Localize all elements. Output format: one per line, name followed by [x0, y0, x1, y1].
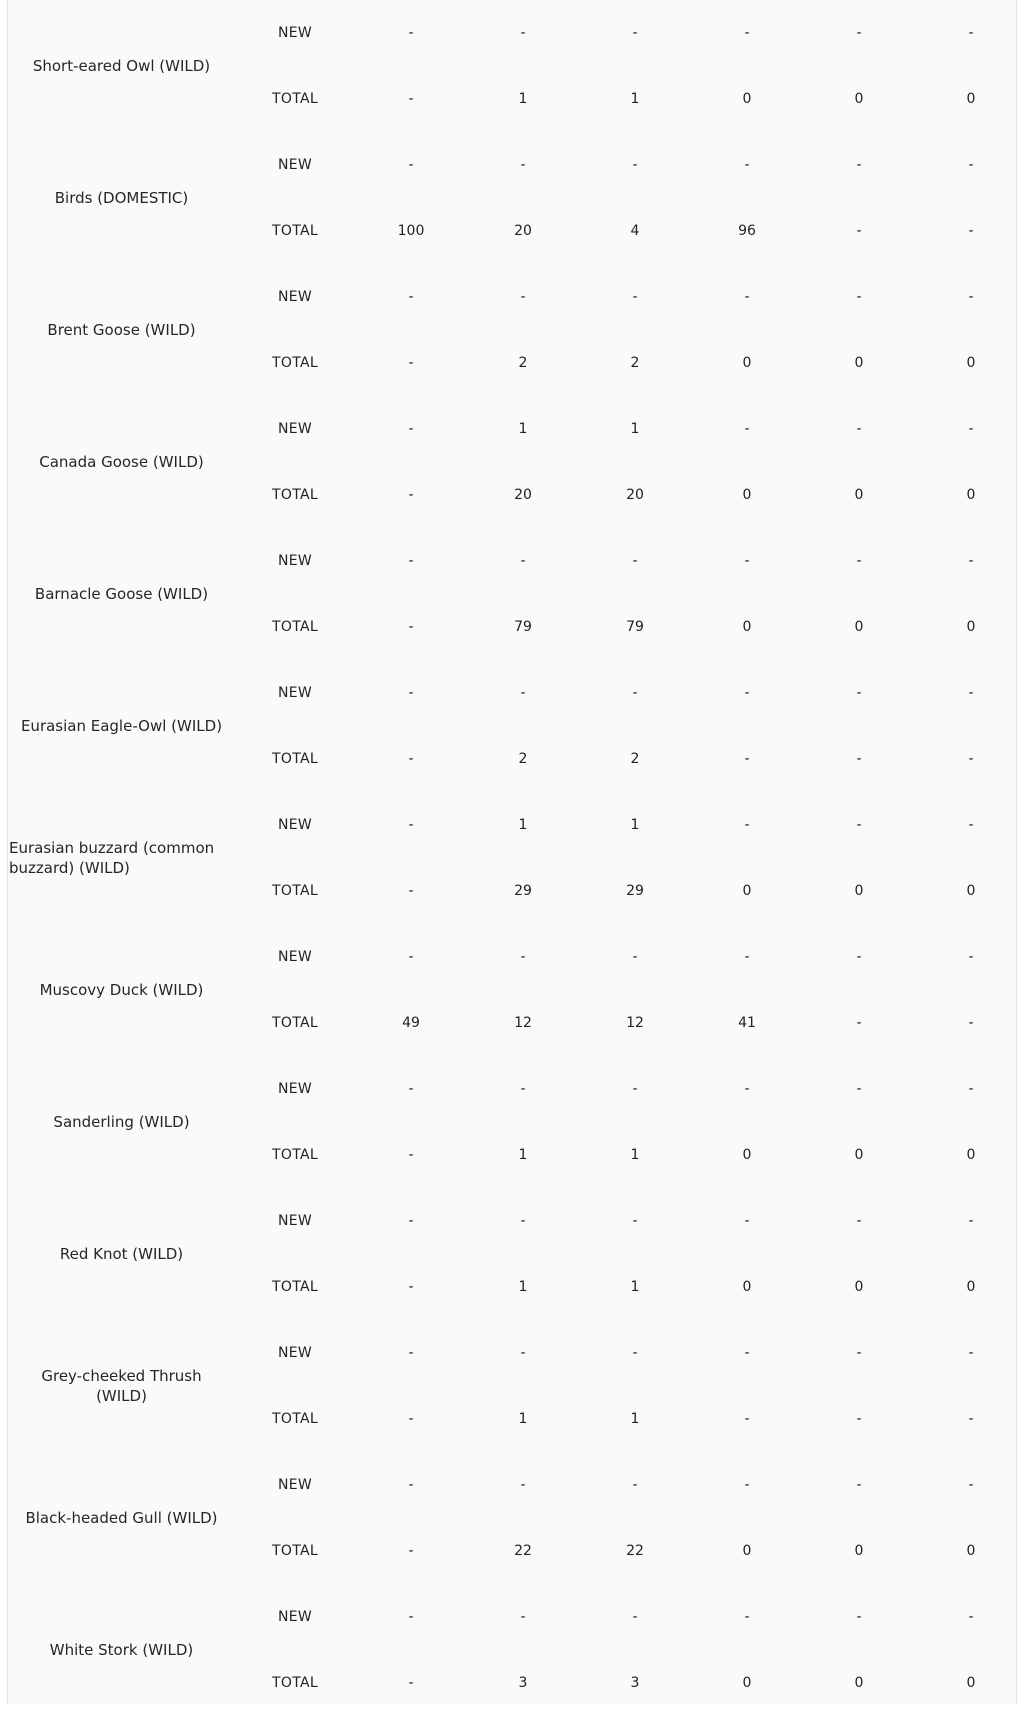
value-cell: - [408, 289, 414, 305]
row-type-label: TOTAL [272, 355, 318, 371]
value-cell: - [408, 1147, 414, 1163]
table-row [8, 1320, 1024, 1386]
value-cell: - [744, 817, 750, 833]
value-cell: 1 [630, 91, 640, 107]
table-row [8, 924, 1024, 990]
value-cell: 0 [854, 487, 864, 503]
value-cell: 0 [742, 355, 752, 371]
value-cell: - [520, 157, 526, 173]
value-cell: - [856, 1477, 862, 1493]
table-row [8, 660, 1024, 726]
value-cell: - [632, 25, 638, 41]
table-body [8, 0, 1024, 1716]
row-type-label: NEW [277, 817, 313, 833]
value-cell: 0 [854, 1147, 864, 1163]
value-cell: - [632, 289, 638, 305]
table-row [8, 396, 1024, 462]
value-cell: - [968, 1213, 974, 1229]
value-cell: - [520, 949, 526, 965]
species-name: Red Knot (WILD) [59, 1245, 184, 1263]
value-cell: - [744, 1411, 750, 1427]
value-cell: 2 [518, 355, 528, 371]
row-type-label: NEW [277, 421, 313, 437]
value-cell: - [856, 949, 862, 965]
value-cell: - [408, 751, 414, 767]
value-cell: 0 [966, 355, 976, 371]
value-cell: - [856, 1015, 862, 1031]
species-name: Muscovy Duck (WILD) [39, 981, 204, 999]
value-cell: 0 [854, 1543, 864, 1559]
table-panel [7, 0, 1017, 1704]
row-type-label: TOTAL [272, 1279, 318, 1295]
value-cell: - [744, 751, 750, 767]
value-cell: - [520, 1609, 526, 1625]
value-cell: 1 [630, 817, 640, 833]
value-cell: - [856, 553, 862, 569]
row-type-label: TOTAL [272, 1015, 318, 1031]
value-cell: 41 [738, 1015, 756, 1031]
value-cell: - [408, 355, 414, 371]
value-cell: 0 [966, 91, 976, 107]
row-type-label: TOTAL [272, 883, 318, 899]
value-cell: - [632, 157, 638, 173]
value-cell: - [968, 1345, 974, 1361]
value-cell: - [408, 91, 414, 107]
value-cell: - [744, 1609, 750, 1625]
value-cell: - [968, 817, 974, 833]
value-cell: 0 [742, 1279, 752, 1295]
value-cell: 1 [518, 91, 528, 107]
value-cell: - [968, 553, 974, 569]
row-type-label: TOTAL [272, 1543, 318, 1559]
species-name: Eurasian Eagle-Owl (WILD) [20, 717, 223, 735]
value-cell: 0 [742, 1147, 752, 1163]
value-cell: 0 [854, 1675, 864, 1691]
value-cell: - [856, 157, 862, 173]
value-cell: - [632, 1213, 638, 1229]
value-cell: 0 [854, 883, 864, 899]
table-row [8, 528, 1024, 594]
value-cell: 20 [514, 223, 532, 239]
value-cell: - [408, 421, 414, 437]
value-cell: - [520, 1081, 526, 1097]
species-name: Eurasian buzzard (common buzzard) (WILD) [9, 839, 215, 877]
value-cell: - [408, 883, 414, 899]
value-cell: 1 [630, 421, 640, 437]
species-name: Black-headed Gull (WILD) [25, 1509, 218, 1527]
value-cell: - [520, 685, 526, 701]
row-type-label: NEW [277, 553, 313, 569]
row-type-label: NEW [277, 949, 313, 965]
value-cell: 0 [966, 1543, 976, 1559]
value-cell: - [408, 949, 414, 965]
value-cell: - [408, 1675, 414, 1691]
value-cell: 22 [626, 1543, 644, 1559]
value-cell: 0 [742, 883, 752, 899]
value-cell: - [744, 553, 750, 569]
table-row [8, 264, 1024, 330]
value-cell: - [968, 949, 974, 965]
outbreak-species-table [8, 0, 1024, 1716]
species-name: Barnacle Goose (WILD) [34, 585, 209, 603]
value-cell: - [856, 1609, 862, 1625]
value-cell: - [520, 1345, 526, 1361]
value-cell: 0 [966, 883, 976, 899]
value-cell: 3 [518, 1675, 528, 1691]
value-cell: 12 [626, 1015, 644, 1031]
species-name: Grey-cheeked Thrush (WILD) [41, 1367, 202, 1405]
value-cell: 0 [742, 1543, 752, 1559]
value-cell: - [968, 1015, 974, 1031]
value-cell: - [744, 421, 750, 437]
value-cell: - [408, 553, 414, 569]
row-type-label: NEW [277, 685, 313, 701]
row-type-label: NEW [277, 157, 313, 173]
value-cell: 0 [966, 1675, 976, 1691]
value-cell: - [632, 1609, 638, 1625]
value-cell: 1 [630, 1147, 640, 1163]
value-cell: 79 [626, 619, 644, 635]
table-row [8, 792, 1024, 858]
value-cell: 12 [514, 1015, 532, 1031]
value-cell: - [632, 1345, 638, 1361]
value-cell: - [968, 421, 974, 437]
value-cell: 29 [626, 883, 644, 899]
value-cell: 0 [966, 1147, 976, 1163]
value-cell: 0 [854, 619, 864, 635]
value-cell: - [408, 25, 414, 41]
value-cell: 1 [518, 421, 528, 437]
value-cell: - [856, 1213, 862, 1229]
value-cell: 20 [626, 487, 644, 503]
value-cell: - [968, 1081, 974, 1097]
value-cell: - [968, 1411, 974, 1427]
value-cell: 1 [518, 1279, 528, 1295]
row-type-label: NEW [277, 25, 313, 41]
value-cell: - [856, 751, 862, 767]
row-type-label: NEW [277, 1609, 313, 1625]
value-cell: 1 [518, 1147, 528, 1163]
table-row [8, 1452, 1024, 1518]
value-cell: 0 [742, 619, 752, 635]
value-cell: 1 [518, 1411, 528, 1427]
value-cell: - [856, 289, 862, 305]
value-cell: - [408, 1213, 414, 1229]
value-cell: - [408, 619, 414, 635]
value-cell: - [520, 25, 526, 41]
value-cell: 0 [966, 619, 976, 635]
value-cell: - [408, 1081, 414, 1097]
value-cell: - [408, 1411, 414, 1427]
value-cell: - [856, 25, 862, 41]
value-cell: - [408, 157, 414, 173]
value-cell: - [744, 1477, 750, 1493]
table-row [8, 132, 1024, 198]
value-cell: - [408, 1477, 414, 1493]
value-cell: - [744, 289, 750, 305]
row-type-label: TOTAL [272, 619, 318, 635]
value-cell: 96 [738, 223, 756, 239]
value-cell: - [632, 685, 638, 701]
value-cell: 2 [630, 751, 640, 767]
value-cell: - [744, 685, 750, 701]
value-cell: - [520, 553, 526, 569]
row-type-label: TOTAL [272, 751, 318, 767]
value-cell: 0 [742, 1675, 752, 1691]
value-cell: - [520, 1477, 526, 1493]
value-cell: - [856, 1081, 862, 1097]
value-cell: - [632, 949, 638, 965]
value-cell: - [856, 223, 862, 239]
value-cell: 0 [854, 355, 864, 371]
row-type-label: TOTAL [272, 223, 318, 239]
value-cell: 0 [854, 91, 864, 107]
value-cell: - [968, 1477, 974, 1493]
value-cell: - [408, 1279, 414, 1295]
value-cell: 22 [514, 1543, 532, 1559]
row-type-label: TOTAL [272, 91, 318, 107]
species-name: White Stork (WILD) [49, 1641, 194, 1659]
row-type-label: NEW [277, 289, 313, 305]
value-cell: - [408, 1543, 414, 1559]
row-type-label: TOTAL [272, 1411, 318, 1427]
value-cell: - [520, 1213, 526, 1229]
value-cell: - [968, 157, 974, 173]
value-cell: 79 [514, 619, 532, 635]
value-cell: - [856, 685, 862, 701]
value-cell: 29 [514, 883, 532, 899]
value-cell: 0 [854, 1279, 864, 1295]
value-cell: 1 [630, 1411, 640, 1427]
value-cell: - [408, 1609, 414, 1625]
value-cell: - [968, 223, 974, 239]
value-cell: 49 [402, 1015, 420, 1031]
value-cell: - [744, 1081, 750, 1097]
table-row [8, 1188, 1024, 1254]
value-cell: - [408, 1345, 414, 1361]
table-row [8, 1584, 1024, 1650]
value-cell: - [632, 1081, 638, 1097]
value-cell: - [744, 1345, 750, 1361]
value-cell: 1 [630, 1279, 640, 1295]
species-name: Brent Goose (WILD) [47, 321, 196, 339]
value-cell: 0 [742, 487, 752, 503]
value-cell: 100 [397, 223, 425, 239]
row-type-label: TOTAL [272, 487, 318, 503]
row-type-label: TOTAL [272, 1675, 318, 1691]
value-cell: - [968, 1609, 974, 1625]
value-cell: - [744, 25, 750, 41]
value-cell: 20 [514, 487, 532, 503]
value-cell: - [856, 1345, 862, 1361]
row-type-label: NEW [277, 1213, 313, 1229]
value-cell: - [968, 685, 974, 701]
value-cell: - [744, 1213, 750, 1229]
table-row [8, 0, 1024, 66]
value-cell: - [968, 751, 974, 767]
value-cell: 4 [630, 223, 640, 239]
value-cell: - [744, 157, 750, 173]
value-cell: 2 [630, 355, 640, 371]
value-cell: - [408, 685, 414, 701]
value-cell: - [408, 487, 414, 503]
row-type-label: NEW [277, 1477, 313, 1493]
species-name: Short-eared Owl (WILD) [32, 57, 211, 75]
value-cell: - [856, 817, 862, 833]
value-cell: 3 [630, 1675, 640, 1691]
value-cell: - [968, 289, 974, 305]
table-row [8, 1056, 1024, 1122]
value-cell: - [632, 553, 638, 569]
value-cell: 2 [518, 751, 528, 767]
value-cell: 0 [966, 1279, 976, 1295]
value-cell: 0 [742, 91, 752, 107]
row-type-label: NEW [277, 1081, 313, 1097]
species-name: Canada Goose (WILD) [39, 453, 204, 471]
species-name: Birds (DOMESTIC) [54, 189, 189, 207]
species-name: Sanderling (WILD) [53, 1113, 190, 1131]
row-type-label: TOTAL [272, 1147, 318, 1163]
value-cell: - [856, 421, 862, 437]
value-cell: 0 [966, 487, 976, 503]
value-cell: - [520, 289, 526, 305]
row-type-label: NEW [277, 1345, 313, 1361]
value-cell: - [632, 1477, 638, 1493]
value-cell: - [408, 817, 414, 833]
value-cell: 1 [518, 817, 528, 833]
value-cell: - [744, 949, 750, 965]
value-cell: - [856, 1411, 862, 1427]
value-cell: - [968, 25, 974, 41]
